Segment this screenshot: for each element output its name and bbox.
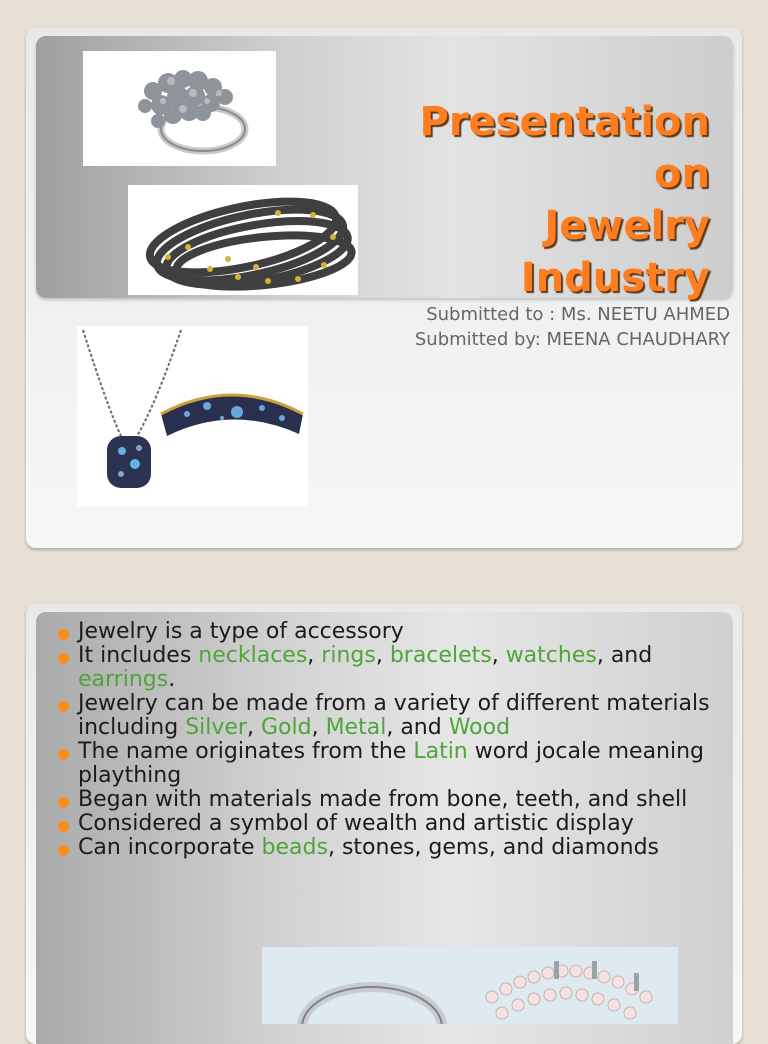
bullet-text: ,	[307, 643, 322, 668]
necklace-and-cuff-photo	[77, 326, 308, 506]
bullet-item	[52, 692, 722, 740]
bullet-text: , stones, gems, and diamonds	[327, 835, 660, 860]
bullet-text: ,	[246, 715, 261, 740]
highlighted-term: Gold	[260, 715, 312, 740]
title-line: Jewelry	[544, 203, 710, 249]
bullet-item	[52, 788, 722, 812]
bullet-item	[52, 644, 722, 692]
bullet-list	[52, 620, 722, 860]
highlighted-term: beads	[261, 835, 328, 860]
submitted-by: Submitted by: MEENA CHAUDHARY	[414, 329, 730, 350]
title-line: Presentation	[419, 99, 710, 145]
bullet-text: Can incorporate	[78, 835, 262, 860]
highlighted-term: Metal	[325, 715, 387, 740]
bullet-text: .	[168, 667, 176, 692]
presentation-title	[420, 96, 711, 304]
bullet-text: ,	[375, 643, 390, 668]
highlighted-term: bracelets	[389, 643, 492, 668]
bullet-item	[52, 620, 722, 644]
highlighted-term: watches	[505, 643, 597, 668]
bullet-text: , and	[596, 643, 653, 668]
watch-and-pearls-photo	[262, 947, 678, 1024]
bullet-text: Considered a symbol of wealth and artistic display	[78, 811, 634, 836]
bullet-item	[52, 836, 722, 860]
bullet-text: , and	[386, 715, 449, 740]
highlighted-term: Wood	[448, 715, 511, 740]
title-line: Industry	[520, 255, 710, 301]
highlighted-term: necklaces	[198, 643, 308, 668]
bullet-item	[52, 740, 722, 788]
bullet-text: It includes	[78, 643, 199, 668]
highlighted-term: earrings	[78, 667, 169, 692]
bullet-text: ,	[491, 643, 506, 668]
title-line: on	[654, 151, 710, 197]
highlighted-term: rings	[321, 643, 376, 668]
highlighted-term: Silver	[185, 715, 247, 740]
ring-photo	[83, 51, 276, 166]
submission-info	[415, 302, 730, 352]
highlighted-term: Latin	[413, 739, 468, 764]
bullet-text: Began with materials made from bone, teeth, and shell	[78, 787, 688, 812]
submitted-to: Submitted to : Ms. NEETU AHMED	[426, 304, 730, 325]
bullet-text: Jewelry can be made from a variety of different materials including	[78, 691, 710, 740]
bullet-text: ,	[311, 715, 326, 740]
bullet-item	[52, 812, 722, 836]
bangles-photo	[128, 185, 358, 295]
bullet-text: Jewelry is a type of accessory	[78, 619, 404, 644]
bullet-text: word jocale meaning plaything	[78, 739, 705, 788]
bullet-text: The name originates from the	[78, 739, 414, 764]
